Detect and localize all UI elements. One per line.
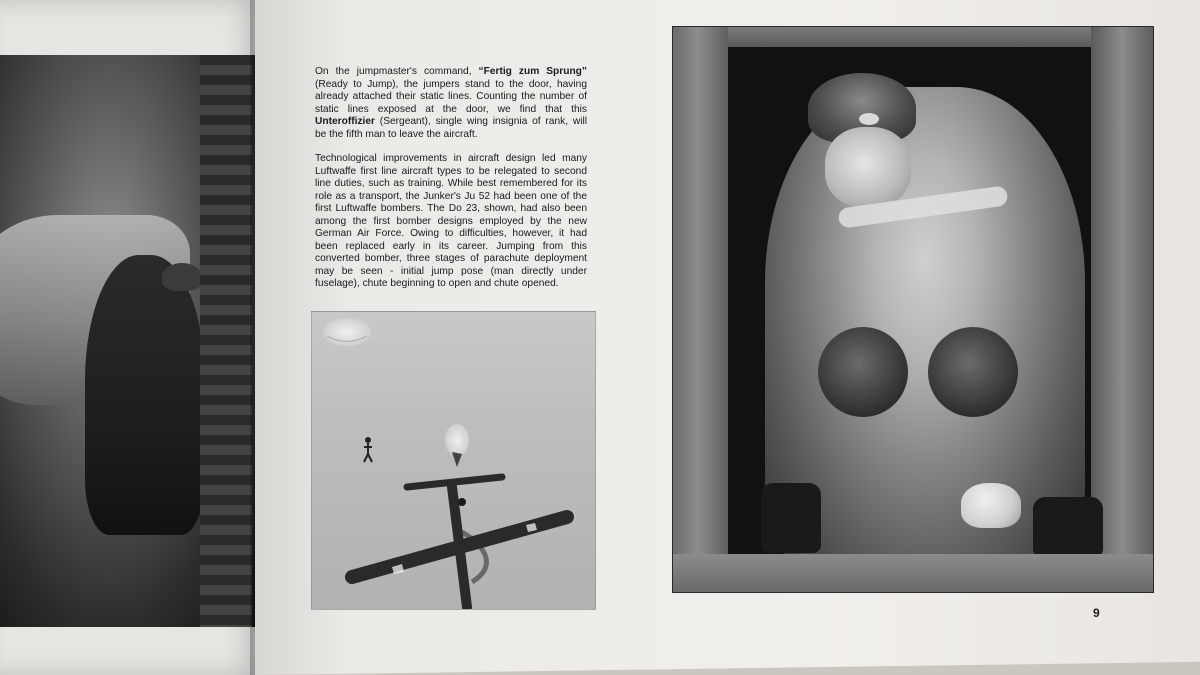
knee-pad-right: [928, 327, 1018, 417]
bomber-aircraft: [352, 477, 567, 607]
left-page: [0, 0, 262, 675]
paragraph-1-text-b: (Ready to Jump), the jumpers stand to the door, having already attached their static lines. Counting the number of static lines exposed at the door, we find that this: [315, 78, 587, 115]
small-bag: [961, 483, 1021, 528]
paratrooper-silhouette: [85, 255, 205, 535]
plane-photo: [311, 311, 596, 610]
left-photo-paratroopers: [0, 55, 262, 627]
paragraph-aircraft-design: Technological improvements in aircraft design led many Luftwaffe first line aircraft types to be relegated to second line duties, such as training. While best remembered for its role as a transport, the Junker's Ju 52 had been one of the first Luftwaffe bombers. The Do 23, shown, had also been among the first bomber designs employed by the new German Air Force. Owing to difficulties, however, it had been replaced early in its career. Jumping from this converted bomber, three stages of parachute deployment may be seen - initial jump pose (man directly under fuselage), chute beginning to open and chute opened.: [315, 153, 587, 289]
paragraph-1-text-c: (Sergeant), single wing insignia of rank, will be the fifth man to leave the aircraft.: [315, 116, 587, 140]
paratrooper-face: [825, 127, 911, 207]
helmet-silhouette: [162, 263, 202, 291]
boot-right: [1033, 497, 1103, 557]
knee-pad-left: [818, 327, 908, 417]
page-number: 9: [1093, 606, 1100, 620]
door-sill: [673, 554, 1153, 592]
door-frame-top: [673, 27, 1153, 47]
bomber-and-parachutes-illustration: [312, 312, 595, 609]
jumper-figure: [364, 437, 372, 462]
paragraph-1-text-a: On the jumpmaster's command,: [315, 66, 479, 77]
main-photo-paratrooper-in-door: [672, 26, 1154, 593]
boot-left: [761, 483, 821, 553]
rank-term: Unteroffizier: [315, 116, 375, 127]
door-frame-strip: [200, 55, 252, 627]
parachute-opening: [445, 424, 469, 456]
door-frame-left: [673, 27, 728, 592]
caption-text-column: [315, 66, 587, 303]
paragraph-jumpmaster-command: [315, 66, 587, 141]
helmet-eagle-decal: [859, 113, 879, 125]
command-term: “Fertig zum Sprung”: [478, 66, 587, 77]
